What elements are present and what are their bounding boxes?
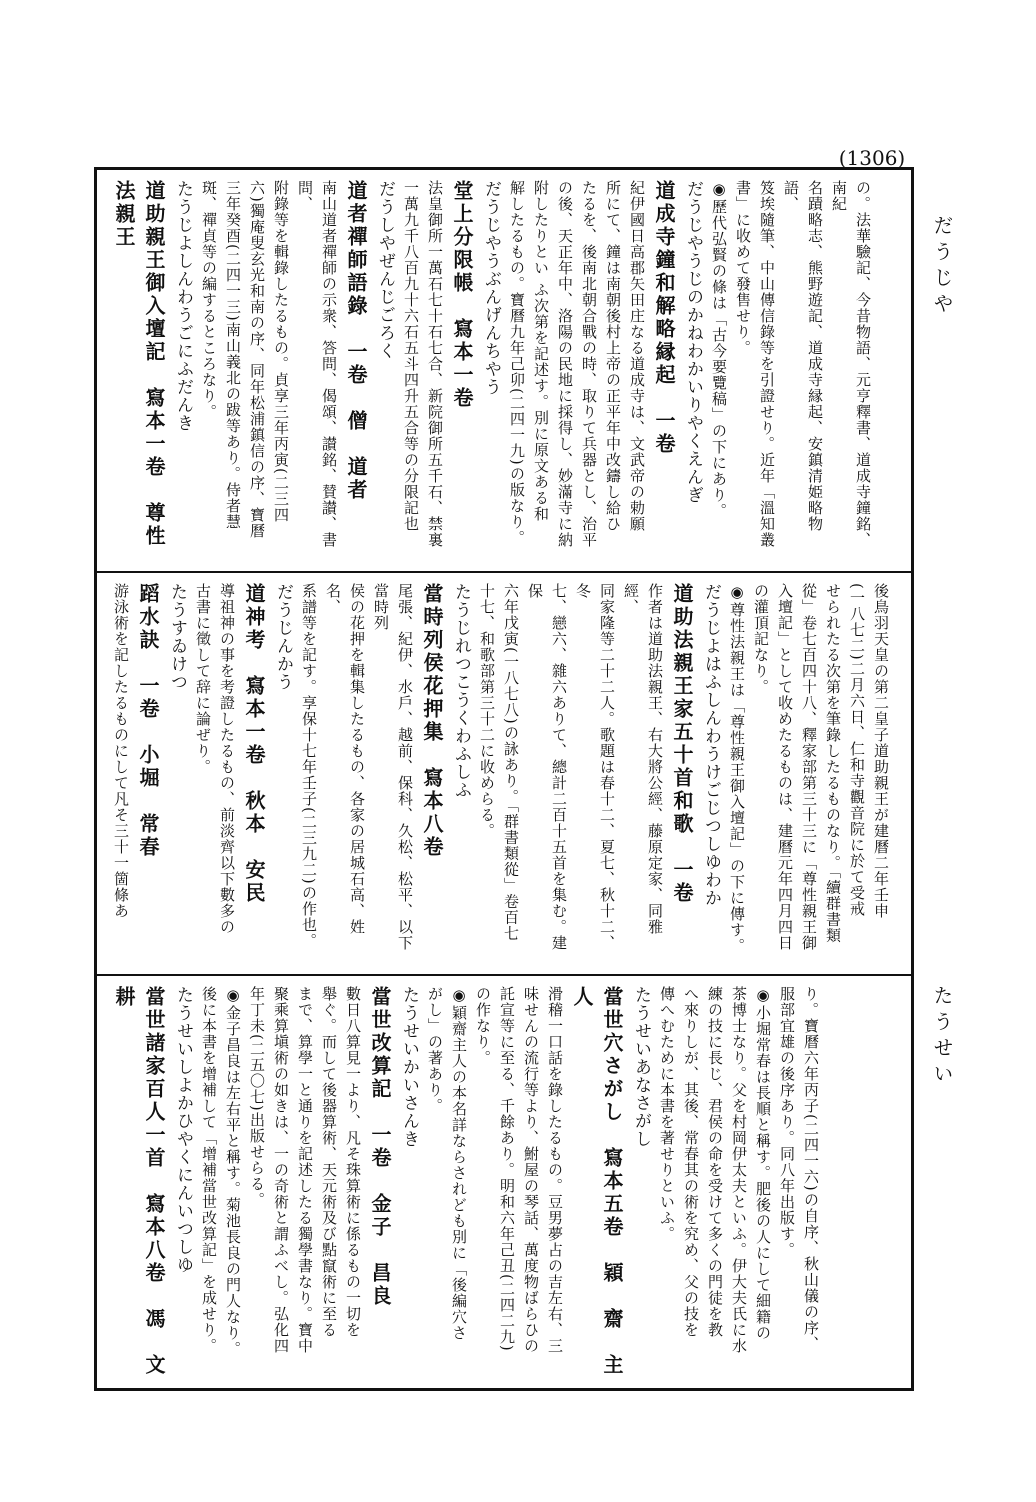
text-line: 傳へむために本書を著せりといふ。 (658, 986, 676, 1242)
text-line: たるを、後南北朝合戰の時、取りて兵器とし、治平 (580, 180, 598, 548)
text-line: せられたる次第を筆錄したるものなり。「續群書類 (824, 583, 842, 944)
text-line: 解したるもの。寶曆九年己卯(二四一九)の版なり。 (508, 180, 526, 546)
text-line: たうせいかいさんき (399, 986, 419, 1148)
text-line: 當世穴さがし 寫本五卷 穎 齋 主 人 (570, 986, 624, 1400)
section-top (97, 170, 911, 569)
text-line: 導祖神の事を考證したるもの、前淡齊以下數多の (218, 583, 236, 935)
text-column (97, 573, 905, 972)
text-line: (一八七二)二月六日、仁和寺觀音院に於て受戒 (848, 583, 866, 917)
text-line: だうじよはふしんわうけごじつしゆわか (701, 583, 721, 907)
text-line: 堂上分限帳 寫本一卷 (450, 180, 474, 410)
text-line: 同家隆等二十二人。歌題は春十二、夏七、秋十二、冬 (574, 583, 616, 951)
text-line: 當世改算記 一卷 金子 昌良 (368, 986, 392, 1308)
text-line: 後鳥羽天皇の第二皇子道助親王が建曆二年壬申 (872, 583, 890, 919)
text-line: 系譜等を記す。享保十七年壬子(二三九二)の作也。 (300, 583, 318, 949)
text-line: ◉金子昌良は左右平と稱す。菊池長良の門人なり。 (224, 986, 242, 1357)
section-bottom (97, 976, 911, 1400)
side-tab-doujiya: だうじや (930, 215, 954, 319)
text-line: だうじやうじのかねわかいりやくえんぎ (683, 180, 703, 504)
page-number: (1306) (838, 146, 906, 170)
text-line: だうしやぜんじごろく (375, 180, 395, 360)
text-line: 從」卷七百四十八、釋家部第三十三に「尊性親王御 (800, 583, 818, 951)
text-line: 侯の花押を輯集したるもの、各家の居城石高、姓名、 (324, 583, 366, 935)
text-line: 聚乘算塡術の如きは、一の奇術と謂ふべし。弘化四 (272, 986, 290, 1354)
text-line: 服部宜雄の後序あり。同八年出版す。 (778, 986, 796, 1258)
text-line: 味せんの流行等より、鮒屋の琴話、萬度物ばらひの (522, 986, 540, 1354)
text-line: 三年癸酉(二四一三)南山義北の跋等あり。侍者慧 (224, 180, 242, 530)
text-line: ◉小堀常春は長順と稱す。肥後の人にして細籍の (754, 986, 772, 1341)
text-line: ◉歷代弘賢の條は「古今要覽稿」の下にあり。 (710, 180, 728, 519)
text-line: たうじれつこうくわふしふ (451, 583, 471, 799)
text-line: 作者は道助法親王、右大將公經、藤原定家、同雅經、 (622, 583, 664, 935)
text-line: 六)獨庵叟玄光和南の序、同年松浦鎮信の序、寶曆 (248, 180, 266, 539)
text-column (97, 976, 835, 1400)
text-line: たうじよしんわうごにふだんき (173, 180, 193, 432)
text-line: 當時列侯花押集 寫本八卷 (420, 583, 444, 859)
text-line: たうせいしよかひやくにんいつしゆ (173, 986, 193, 1274)
text-line: 道成寺鐘和解略縁起 一卷 (652, 180, 676, 456)
text-line: 練の技に長じ、君侯の命を受けて多くの門徒を教 (706, 986, 724, 1338)
text-line: 道助親王御入壇記 寫本一卷 尊性法親王 (112, 180, 166, 548)
text-line: 游泳術を記したるものにして凡そ三十一箇條あ (112, 583, 130, 919)
text-line: へ來りしが、其後、常春其の術を究め、父の技を (682, 986, 700, 1338)
text-line: 南山道者禪師の示衆、答問、偈頌、讃銘、賛讃、書問、 (296, 180, 338, 548)
text-line: 託宣等に至る、千餘あり。明和六年己丑(二四二九) (498, 986, 516, 1352)
text-line: 紀伊國日高郡矢田庄なる道成寺は、文武帝の勅願 (628, 180, 646, 532)
text-line: だうじんかう (273, 583, 293, 691)
text-line: 十七、和歌部第三十二に收めらる。 (478, 583, 496, 839)
text-line: たうせいあなさがし (631, 986, 651, 1148)
text-line: 笈埃隨筆、中山傳信錄等を引證せり。近年「溫知叢 (758, 180, 776, 548)
text-line: 七、戀六、雜六ありて、總計二百十五首を集む。建保 (526, 583, 568, 951)
text-line: がし」の著あり。 (426, 986, 444, 1114)
text-line: 茶博士なり。父を村岡伊太夫といふ。伊大夫氏に水 (730, 986, 748, 1354)
text-line: 數日八算見一より、凡そ珠算術に係るもの一切を (344, 986, 362, 1338)
text-line: ◉穎齋主人の本名詳ならされども別に「後編穴さ (450, 986, 468, 1341)
text-line: 六年戊寅(一八七八)の詠あり。「群書類從」卷百七 (502, 583, 520, 942)
text-line: 道者禪師語錄 一卷 僧 道者 (344, 180, 368, 502)
text-line: 道助法親王家五十首和歌 一卷 (670, 583, 694, 905)
text-line: 道神考 寫本一卷 秋本 安民 (242, 583, 266, 905)
text-line: 名蹟略志、熊野遊記、道成寺縁起、安鎮清姫略物語、 (782, 180, 824, 532)
text-line: 書」に收めて發售せり。 (734, 180, 752, 356)
text-line: だうじやうぶんげんちやう (481, 180, 501, 396)
text-line: 尾張、紀伊、水戶、越前、保科、久松、松平、以下當時列 (372, 583, 414, 951)
text-column (97, 170, 887, 569)
text-line: 一萬九千八百九十六石五斗四升五合等の分限記也 (402, 180, 420, 532)
text-line: 附錄等を輯錄したるもの。貞享三年丙寅(二三四 (272, 180, 290, 523)
text-line: 舉ぐ。而して後器算術、天元術及び點竄術に至る (320, 986, 338, 1338)
text-line: まで、算學一と通りを記述したる獨學書なり。寶中 (296, 986, 314, 1354)
text-line: 古書に徵して辞に論ぜり。 (194, 583, 212, 775)
text-line: 年丁未(二五〇七)出版せらる。 (248, 986, 266, 1208)
text-line: 斑、禪貞等の編するところなり。 (200, 180, 218, 420)
text-line: の灌頂記なり。 (752, 583, 770, 695)
text-line: の。法華驗記、今昔物語、元亨釋書、道成寺鐘銘、南紀 (830, 180, 872, 548)
page-frame (94, 167, 914, 1400)
text-line: の後、天正年中、洛陽の民地に採得し、妙滿寺に納 (556, 180, 574, 548)
side-tab-tousei: たうせい (930, 985, 954, 1089)
text-line: 附したりとい ふ次第を記述す。別に原文ある和 (532, 180, 550, 522)
text-line: ◉尊性法親王は「尊性親王御入壇記」の下に傳す。 (728, 583, 746, 954)
text-line: 入壇記」として收めたるものは、建曆元年四月四日 (776, 583, 794, 951)
text-line: 所にて、鐘は南朝後村上帝の正平年中改鑄し給ひ (604, 180, 622, 532)
text-line: 滑稽一口話を錄したるもの。豆男夢占の吉左右、三 (546, 986, 564, 1354)
text-line: り。寶曆六年丙子(二四一六)の自序、秋山儀の序、 (802, 986, 820, 1352)
text-line: たうすゐけつ (167, 583, 187, 691)
text-line: 蹈水訣 一卷 小堀 常春 (136, 583, 160, 859)
text-line: 當世諸家百人一首 寫本八卷 馮 文 耕 (112, 986, 166, 1400)
section-middle (97, 573, 911, 972)
text-line: の作なり。 (474, 986, 492, 1066)
text-line: 後に本書を增補して「增補當世改算記」を成せり。 (200, 986, 218, 1354)
text-line: 法皇御所一萬石七十石七合、新院御所五千石、禁裏 (426, 180, 444, 548)
